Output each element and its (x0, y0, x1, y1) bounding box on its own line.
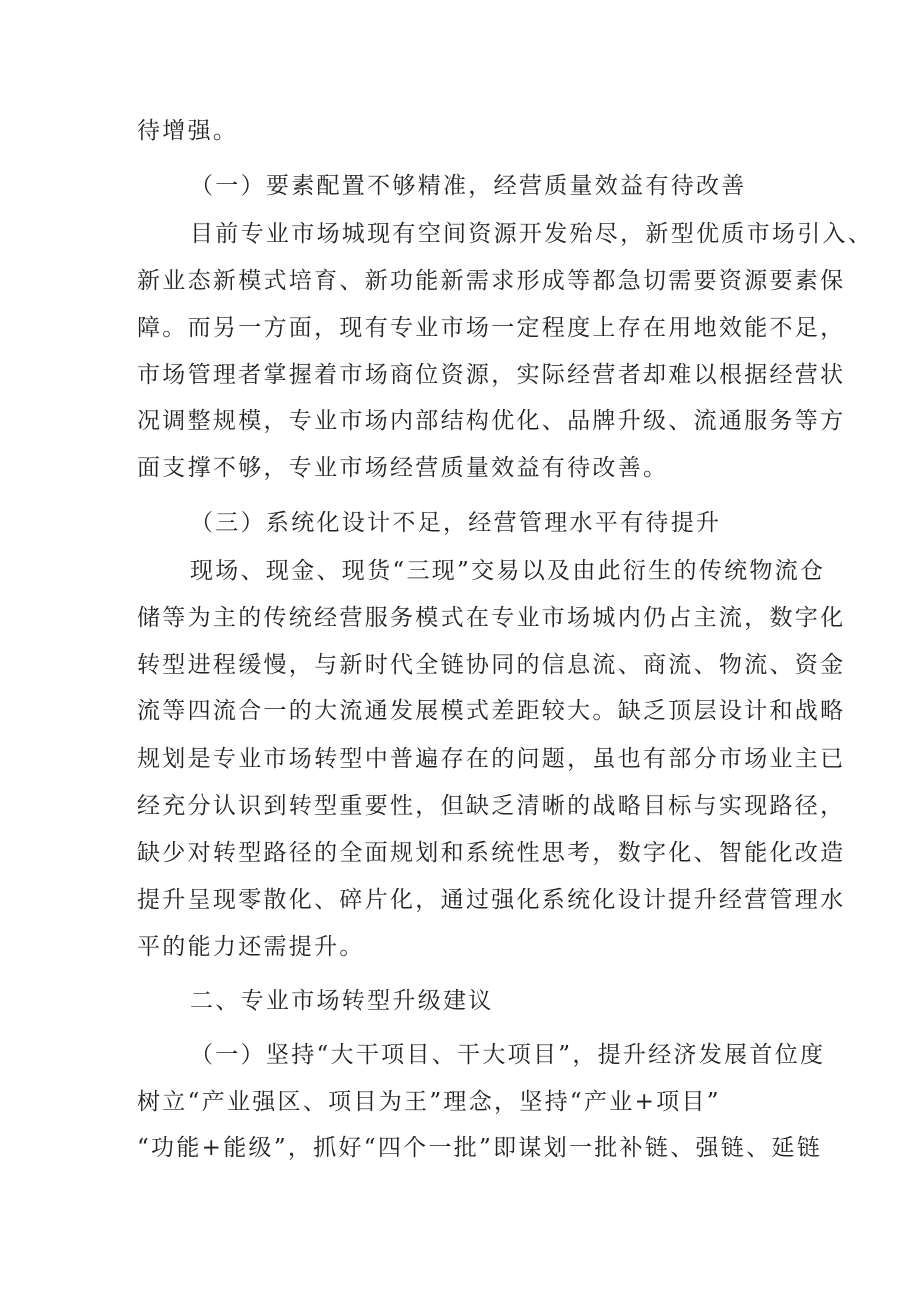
paragraph-line: 经充分认识到转型重要性，但缺乏清晰的战略目标与实现路径， (137, 793, 846, 819)
paragraph-line: 况调整规模，专业市场内部结构优化、品牌升级、流通服务等方 (137, 408, 846, 434)
paragraph-line: 流等四流合一的大流通发展模式差距较大。缺乏顶层设计和战略 (137, 698, 846, 724)
paragraph-line: 面支撑不够，专业市场经营质量效益有待改善。 (137, 455, 669, 481)
paragraph-line: 新业态新模式培育、新功能新需求形成等都急切需要资源要素保 (137, 268, 846, 294)
section-heading: （一）坚持“大干项目、干大项目”，提升经济发展首位度 (190, 1042, 826, 1068)
paragraph-line: 平的能力还需提升。 (137, 934, 365, 960)
paragraph-line: 提升呈现零散化、碎片化，通过强化系统化设计提升经营管理水 (137, 887, 846, 913)
paragraph-line: 障。而另一方面，现有专业市场一定程度上存在用地效能不足， (137, 315, 846, 341)
paragraph-line: 市场管理者掌握着市场商位资源，实际经营者却难以根据经营状 (137, 362, 846, 388)
paragraph-line: 现场、现金、现货“三现”交易以及由此衍生的传统物流仓 (190, 558, 826, 584)
paragraph-line: 储等为主的传统经营服务模式在专业市场城内仍占主流，数字化 (137, 605, 846, 631)
paragraph-line: 规划是专业市场转型中普遍存在的问题，虽也有部分市场业主已 (137, 746, 846, 772)
paragraph-line: “功能+能级”，抓好“四个一批”即谋划一批补链、强链、延链 (137, 1135, 823, 1161)
section-heading: （三）系统化设计不足，经营管理水平有待提升 (190, 510, 722, 536)
chapter-heading: 二、专业市场转型升级建议 (190, 988, 494, 1014)
paragraph-line: 转型进程缓慢，与新时代全链协同的信息流、商流、物流、资金 (137, 652, 846, 678)
paragraph-line: 缺少对转型路径的全面规划和系统性思考，数字化、智能化改造 (137, 840, 846, 866)
paragraph-line: 目前专业市场城现有空间资源开发殆尽，新型优质市场引入、 (190, 221, 874, 247)
paragraph-line: 待增强。 (137, 118, 239, 144)
section-heading: （一）要素配置不够精准，经营质量效益有待改善 (190, 173, 747, 199)
paragraph-line: 树立“产业强区、项目为王”理念，坚持“产业+项目” (137, 1089, 721, 1115)
